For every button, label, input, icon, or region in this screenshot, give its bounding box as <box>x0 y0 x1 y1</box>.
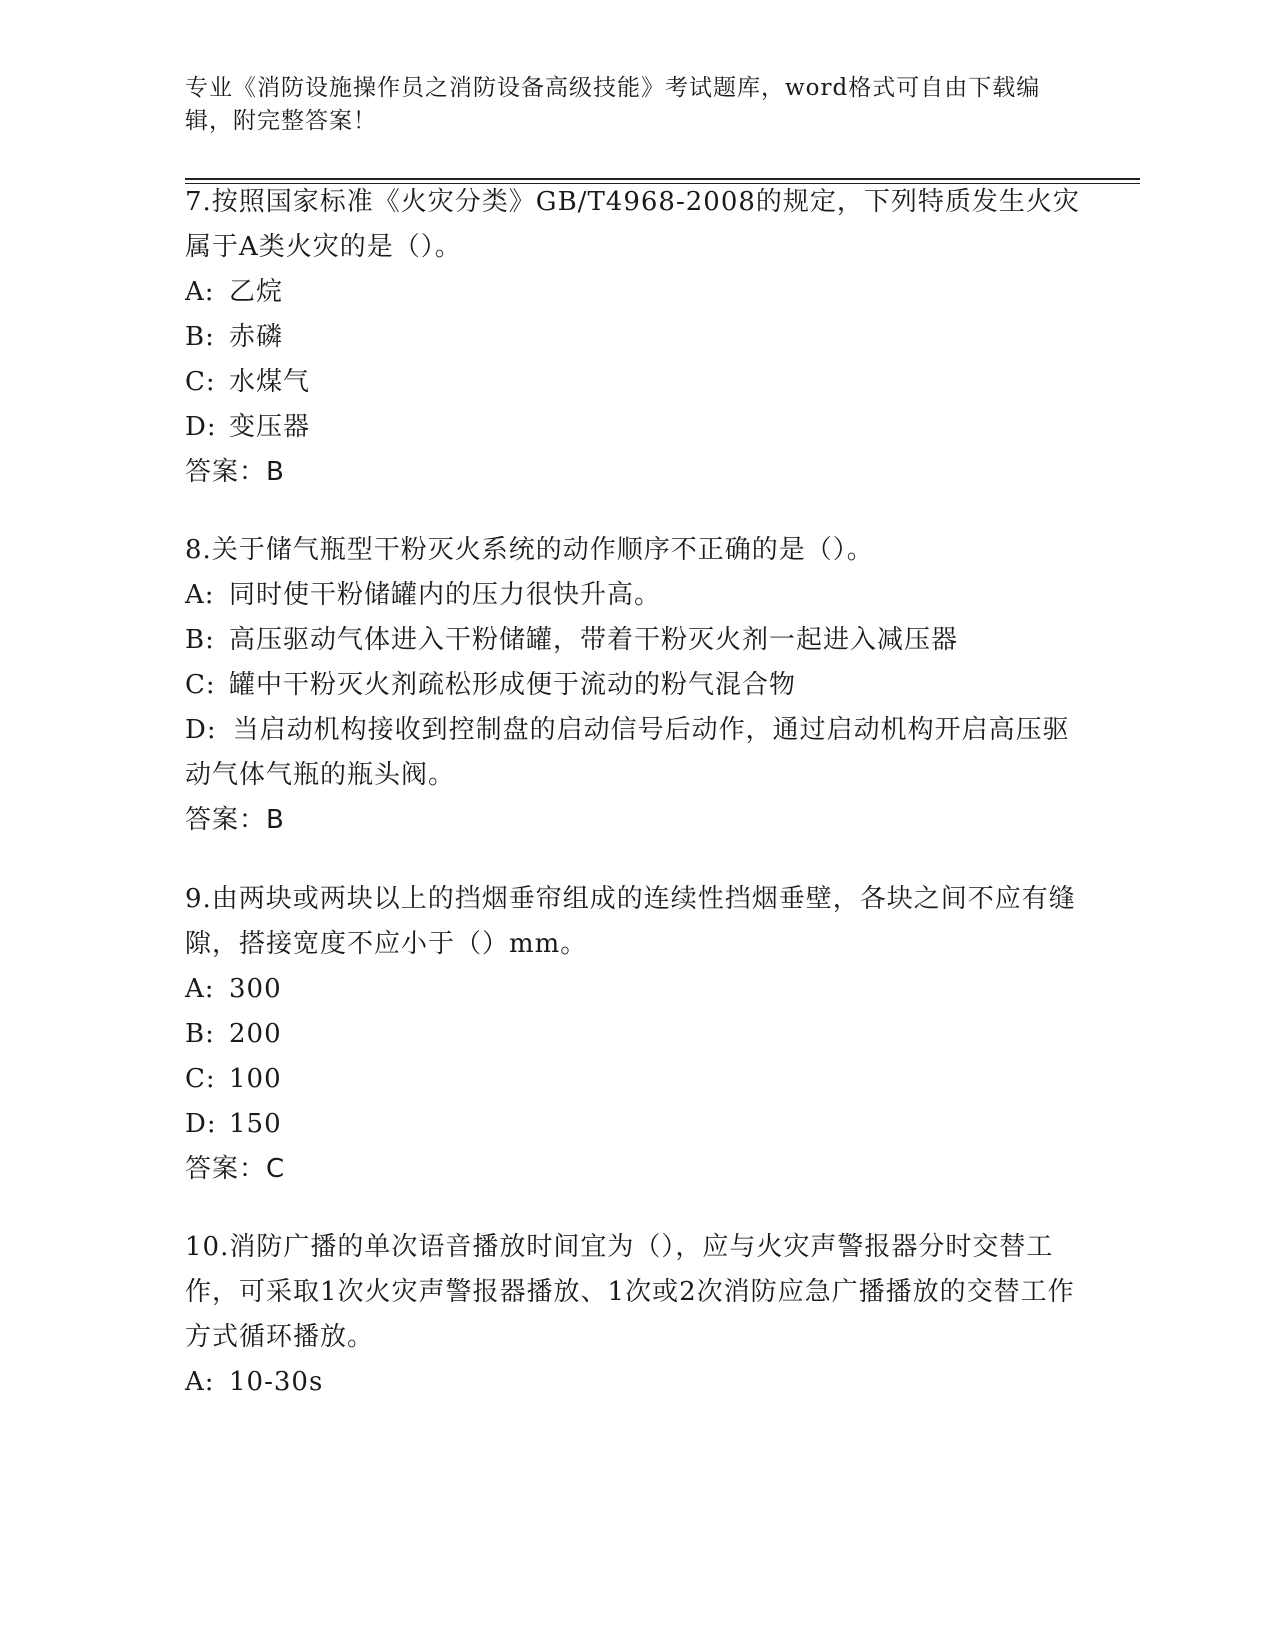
option-key: B: <box>185 1019 215 1049</box>
document-header: 专业《消防设施操作员之消防设备高级技能》考试题库，word格式可自由下载编辑，附完整答案！ <box>185 75 1041 134</box>
option-text: 赤磷 <box>229 322 284 352</box>
option-text: 300 <box>229 974 282 1004</box>
option-key: A: <box>185 277 215 307</box>
option-a <box>185 967 1085 1012</box>
question-8 <box>185 528 1085 843</box>
option-c <box>185 360 1085 405</box>
option-text: 150 <box>229 1109 282 1139</box>
answer-line: 答案：C <box>185 1154 286 1184</box>
option-key: C: <box>185 367 216 397</box>
option-c <box>185 1057 1085 1102</box>
option-a <box>185 573 1085 618</box>
question-stem: 10.消防广播的单次语音播放时间宜为（），应与火灾声警报器分时交替工作，可采取1次火灾声警报器播放、1次或2次消防应急广播播放的交替工作方式循环播放。 <box>185 1232 1075 1352</box>
option-a <box>185 270 1085 315</box>
option-key: B: <box>185 322 215 352</box>
answer-line: 答案：B <box>185 457 285 487</box>
option-key: C: <box>185 670 216 700</box>
option-text: 乙烷 <box>229 277 284 307</box>
question-stem: 8.关于储气瓶型干粉灭火系统的动作顺序不正确的是（）。 <box>185 535 874 565</box>
option-b <box>185 618 1085 663</box>
option-text: 变压器 <box>229 412 311 442</box>
option-text: 当启动机构接收到控制盘的启动信号后动作，通过启动机构开启高压驱动气体气瓶的瓶头阀。 <box>185 715 1070 790</box>
option-key: A: <box>185 580 215 610</box>
option-text: 水煤气 <box>229 367 311 397</box>
option-b <box>185 1012 1085 1057</box>
option-text: 100 <box>229 1064 282 1094</box>
option-key: A: <box>185 1367 215 1397</box>
option-d <box>185 405 1085 450</box>
option-c <box>185 663 1085 708</box>
question-stem: 9.由两块或两块以上的挡烟垂帘组成的连续性挡烟垂壁，各块之间不应有缝隙，搭接宽度不应小于（）mm。 <box>185 884 1076 959</box>
option-text: 同时使干粉储罐内的压力很快升高。 <box>229 580 662 610</box>
question-10 <box>185 1225 1085 1405</box>
option-d <box>185 708 1085 798</box>
question-9 <box>185 877 1085 1192</box>
question-stem: 7.按照国家标准《火灾分类》GB/T4968-2008的规定，下列特质发生火灾属于A类火灾的是（）。 <box>185 187 1080 262</box>
option-key: D: <box>185 715 217 745</box>
option-text: 罐中干粉灭火剂疏松形成便于流动的粉气混合物 <box>229 670 797 700</box>
option-key: D: <box>185 1109 217 1139</box>
option-a <box>185 1360 1085 1405</box>
option-key: A: <box>185 974 215 1004</box>
question-7 <box>185 180 1085 495</box>
option-text: 高压驱动气体进入干粉储罐，带着干粉灭火剂一起进入减压器 <box>229 625 959 655</box>
option-key: B: <box>185 625 215 655</box>
option-d <box>185 1102 1085 1147</box>
option-text: 10-30s <box>229 1367 324 1397</box>
option-key: D: <box>185 412 217 442</box>
option-b <box>185 315 1085 360</box>
answer-line: 答案：B <box>185 805 285 835</box>
option-key: C: <box>185 1064 216 1094</box>
option-text: 200 <box>229 1019 282 1049</box>
